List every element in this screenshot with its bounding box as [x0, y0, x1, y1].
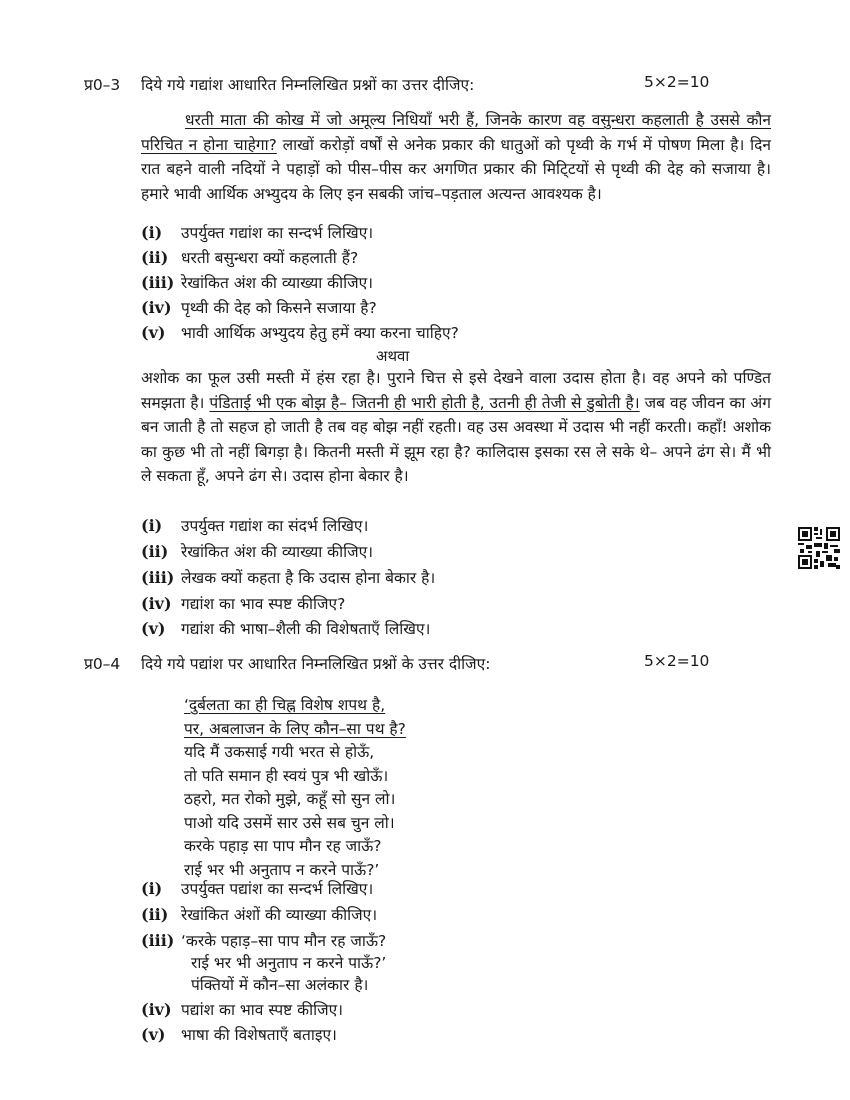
poem	[184, 694, 406, 882]
poem-line: यदि मैं उकसाई गयी भरत से होऊँ,	[184, 743, 375, 761]
question-item: (ii) धरती बसुन्धरा क्यों कहलाती हैं?	[141, 248, 359, 267]
question-item: (v) भाषा की विशेषताएँ बताइए।	[141, 1025, 337, 1044]
question-item: (ii) रेखांकित अंश की व्याख्या कीजिए।	[141, 542, 374, 561]
poem-line: ठहरो, मत रोको मुझे, कहूँ सो सुन लो।	[184, 790, 396, 808]
question-3-marks: 5×2=10	[644, 73, 710, 91]
question-continuation: राई भर भी अनुताप न करने पाऊँ?’	[191, 954, 387, 972]
question-item: (v) भावी आर्थिक अभ्युदय हेतु हमें क्या करना चाहिए?	[141, 323, 459, 342]
question-4-marks: 5×2=10	[644, 652, 710, 670]
passage-1-text: लाखों करोड़ों वर्षों से अनेक प्रकार की धातुओं को पृथ्वी के गर्भ में पोषण मिला है। दिन रात बहने वाली नदियों ने पहाड़ों को पीस–पीस कर अगणित प्रकार की मिटि्टयों से पृथ्वी की देह को सजाया है। हमारे भावी आर्थिक अभ्युदय के लिए इन सबकी जांच–पड़ताल अत्यन्त आवश्यक है।	[141, 135, 771, 203]
question-3-number: प्र0–3	[84, 76, 121, 94]
question-item: (iv) पृथ्वी की देह को किसने सजाया है?	[141, 298, 377, 317]
question-continuation: पंक्तियों में कौन–सा अलंकार है।	[191, 976, 369, 994]
poem-line: राई भर भी अनुताप न करने पाऊँ?’	[184, 860, 380, 879]
question-item: (i) उपर्युक्त गद्यांश का संदर्भ लिखिए।	[141, 516, 369, 535]
question-item: (i) उपर्युक्त पद्यांश का सन्दर्भ लिखिए।	[141, 879, 374, 898]
question-item: (ii) रेखांकित अंशों की व्याख्या कीजिए।	[141, 905, 378, 924]
passage-2: अशोक का फूल उसी मस्ती में हंस रहा है। पुराने चित्त से इसे देखने वाला उदास होता है। वह अपने को पण्डित समझता है। पंडिताई भी एक बोझ है– जितनी ही भारी होती है, उतनी ही तेजी से डुबोती है। जब वह जीवन का अंग बन जाती है तो सहज हो जाती है तब वह बोझ नहीं रहती। वह उस अवस्था में उदास भी नहीं करती। कहाँ! अशोक का कुछ भी तो नहीं बिगड़ा है। कितनी मस्ती में झूम रहा है? कालिदास इसका रस ले सके थे– अपने ढंग से। मैं भी ले सकता हूँ, अपने ढंग से। उदास होना बेकार है।	[141, 369, 771, 485]
poem-line: तो पति समान ही स्वयं पुत्र भी खोऊँ।	[184, 766, 389, 785]
poem-line: पर, अबलाजन के लिए कौन–सा पथ है?	[184, 719, 406, 738]
or-separator: अथवा	[376, 347, 410, 365]
question-item: (v) गद्यांश की भाषा–शैली की विशेषताएँ लिखिए।	[141, 619, 431, 638]
question-item: (iii) रेखांकित अंश की व्याख्या कीजिए।	[141, 273, 374, 292]
question-4-number: प्र0–4	[84, 655, 121, 673]
question-item: (iii) लेखक क्यों कहता है कि उदास होना बेकार है।	[141, 568, 436, 587]
question-item: (i) उपर्युक्त गद्यांश का सन्दर्भ लिखिए।	[141, 223, 374, 242]
poem-line: करके पहाड़ सा पाप मौन रह जाऊँ?	[184, 837, 382, 855]
passage-2-underlined: पंडिताई भी एक बोझ है– जितनी ही भारी होती है, उतनी ही तेजी से डुबोती है।	[209, 393, 640, 412]
poem-line: पाओ यदि उसमें सार उसे सब चुन लो।	[184, 813, 395, 832]
question-item: (iii) ‘करके पहाड़–सा पाप मौन रह जाऊँ?	[141, 931, 387, 950]
question-item: (iv) पद्यांश का भाव स्पष्ट कीजिए।	[141, 1000, 344, 1019]
poem-line: ‘दुर्बलता का ही चिह्न विशेष शपथ है,	[184, 696, 386, 714]
passage-1-underlined: धरती माता की कोख में जो अमूल्य निधियाँ भरी हैं, जिनके कारण वह वसुन्धरा कहलाती है उससे कौन परिचित न होना चाहेगा?	[141, 111, 771, 154]
question-item: (iv) गद्यांश का भाव स्पष्ट कीजिए?	[141, 594, 346, 613]
qr-code-icon	[798, 527, 840, 569]
question-4-title: दिये गये पद्यांश पर आधारित निम्नलिखित प्रश्नों के उत्तर दीजिए:	[141, 655, 491, 673]
passage-1	[141, 108, 771, 206]
question-3-title: दिये गये गद्यांश आधारित निम्नलिखित प्रश्नों का उत्तर दीजिए:	[141, 76, 475, 94]
